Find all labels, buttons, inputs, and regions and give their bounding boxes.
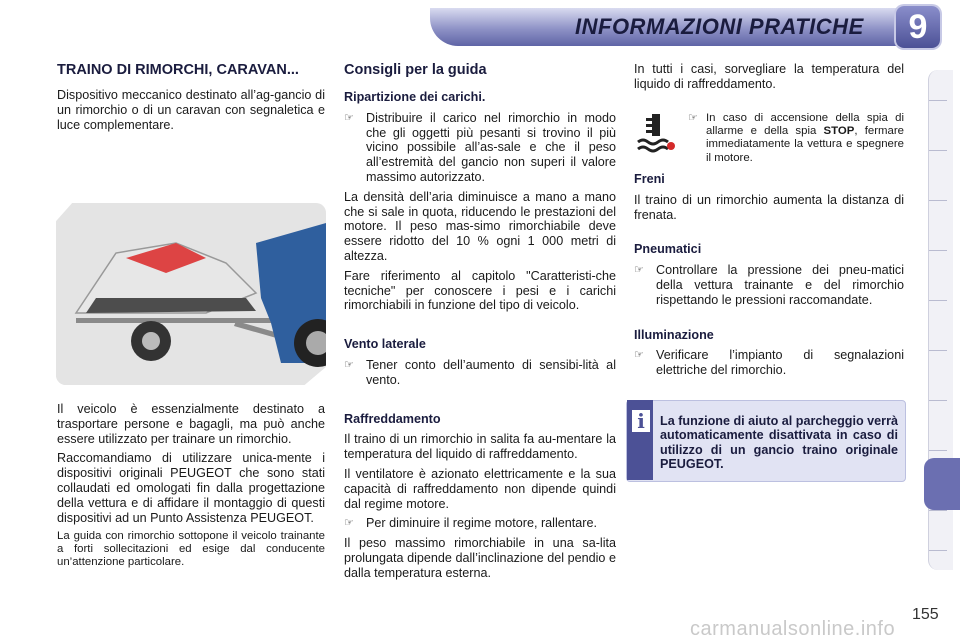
stop-label: STOP <box>823 125 855 138</box>
towing-paragraph-2: Raccomandiamo di utilizzare unica-mente i dispositivi originali PEUGEOT che sono stati collaudati ed omologati fin dalla progettazione della vettura e di affidare il montaggio di questi dispositivi ad un Punto Assistenza PEUGEOT. <box>57 451 325 525</box>
tab-divider <box>929 300 947 301</box>
hand-pointer-icon: ☞ <box>344 111 354 124</box>
watermark: carmanualsonline.info <box>690 618 896 640</box>
hand-pointer-icon: ☞ <box>634 349 644 362</box>
tyres-bullet: ☞ Controllare la pressione dei pneu-matici della vettura trainante e del rimorchio rispettando le pressioni raccomandate. <box>634 263 904 307</box>
brakes-heading: Freni <box>634 172 665 186</box>
cooling-paragraph-3: Il peso massimo rimorchiabile in una sa-lita prolungata dipende dall’inclinazione del pendio e dalla temperatura esterna. <box>344 536 616 580</box>
column-brakes-tyres-lights <box>634 172 904 383</box>
cooling-paragraph-1: Il traino di un rimorchio in salita fa au-mentare la temperatura del liquido di raffreddamento. <box>344 432 616 462</box>
lighting-bullet: ☞ Verificare l’impianto di segnalazioni elettriche del rimorchio. <box>634 348 904 378</box>
column-driving-advice <box>344 62 616 586</box>
hand-pointer-icon: ☞ <box>688 112 698 124</box>
tab-divider <box>929 550 947 551</box>
hand-pointer-icon: ☞ <box>344 358 354 371</box>
coolant-monitoring-text: In tutti i casi, sorvegliare la temperatura del liquido di raffreddamento. <box>634 62 904 91</box>
driving-advice-heading: Consigli per la guida <box>344 62 487 78</box>
hand-pointer-icon: ☞ <box>634 264 644 277</box>
warning-lamp-note: ☞ In caso di accensione della spia di allarme e della spia STOP, fermare immediatamente la vettura e spegnere il motore. <box>688 112 904 164</box>
column-towing-body <box>57 402 325 574</box>
towing-heading: TRAINO DI RIMORCHI, CARAVAN... <box>57 62 299 78</box>
coolant-temperature-warning-icon <box>636 112 676 154</box>
tab-divider <box>929 100 947 101</box>
tab-divider <box>929 200 947 201</box>
tab-divider <box>929 350 947 351</box>
column-towing-intro <box>57 62 325 137</box>
cooling-bullet: ☞ Per diminuire il regime motore, rallentare. <box>344 516 597 531</box>
lighting-heading: Illuminazione <box>634 327 714 342</box>
tab-divider <box>929 150 947 151</box>
page-number: 155 <box>912 606 939 623</box>
air-density-paragraph: La densità dell’aria diminuisce a mano a mano che si sale in quota, riducendo le prestazioni del motore. Il peso mas-simo rimorchiabile deve essere ridotto del 10 % ogni 1 000 metri di altezza. <box>344 189 616 263</box>
cooling-paragraph-2: Il ventilatore è azionato elettricamente e la sua capacità di raffreddamento non dipende quindi dal regime motore. <box>344 466 616 511</box>
crosswind-heading: Vento laterale <box>344 337 426 352</box>
tab-divider <box>929 450 947 451</box>
load-distribution-bullet: ☞ Distribuire il carico nel rimorchio in modo che gli oggetti più pesanti si trovino il più vicino possibile all’as-sale e che il peso all’estremità del gancio non superi il valore massimo autorizzato. <box>344 110 616 184</box>
trailer-towing-illustration <box>56 203 326 385</box>
cooling-heading: Raffreddamento <box>344 411 441 426</box>
towing-intro-text: Dispositivo meccanico destinato all’ag-gancio di un rimorchio o di un caravan con segnaletica e luce complementare. <box>57 88 325 132</box>
load-distribution-heading: Ripartizione dei carichi. <box>344 90 486 104</box>
towing-paragraph-3: La guida con rimorchio sottopone il veicolo trainante a forti sollecitazioni ed esige dal conducente un’attenzione particolare. <box>57 530 325 569</box>
technical-reference-paragraph: Fare riferimento al capitolo "Caratteristi-che tecniche" per conoscere i pesi e i carichi rimorchiabili in funzione del tipo di veicolo. <box>344 268 616 313</box>
column-monitoring <box>634 62 904 97</box>
info-icon: i <box>632 410 650 432</box>
page-header <box>0 0 960 52</box>
crosswind-bullet: ☞ Tener conto dell’aumento di sensibi-lità al vento. <box>344 357 616 387</box>
towing-paragraph-1: Il veicolo è essenzialmente destinato a trasportare persone e bagagli, ma può anche essere utilizzato per trainare un rimorchio. <box>57 402 325 446</box>
active-chapter-tab[interactable] <box>924 458 960 510</box>
tyres-heading: Pneumatici <box>634 242 702 257</box>
tab-divider <box>929 250 947 251</box>
hand-pointer-icon: ☞ <box>344 517 354 530</box>
tab-divider <box>929 400 947 401</box>
tab-divider <box>929 510 947 511</box>
parking-aid-info-text: La funzione di aiuto al parcheggio verrà automaticamente disattivata in caso di utilizzo di un gancio traino originale PEUGEOT. <box>660 414 898 472</box>
brakes-paragraph: Il traino di un rimorchio aumenta la distanza di frenata. <box>634 192 904 222</box>
section-title: INFORMAZIONI PRATICHE <box>575 14 864 39</box>
chapter-number-badge[interactable]: 9 <box>896 6 940 48</box>
